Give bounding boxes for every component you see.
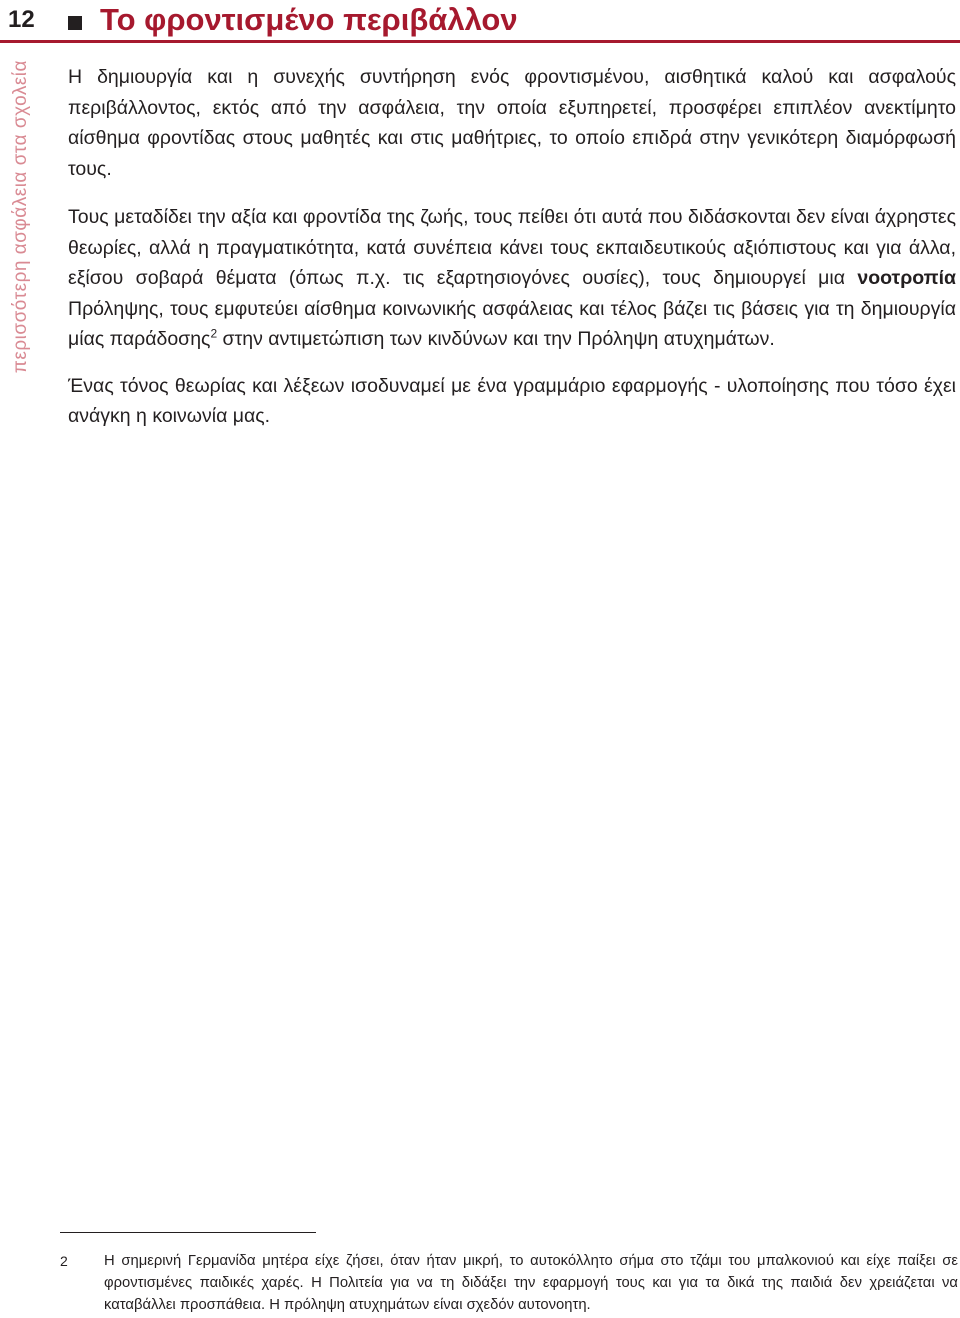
footnote-text: Η σημερινή Γερμανίδα μητέρα είχε ζήσει, όταν ήταν μικρή, το αυτοκόλλητο σήμα στο τζάμι του μπαλκονιού και είχε παίξει σε φροντισμένες παιδικές χαρές. Η Πολιτεία για να τη διδάξει την εφαρμογή τους και για τα δικά της παιδιά δεν χρειάζεται να καταβάλλει προσπάθεια. Η πρόληψη ατυχημάτων είναι σχεδόν αυτονοητη. xyxy=(104,1253,958,1313)
section-header xyxy=(68,0,518,40)
body-text xyxy=(68,62,956,448)
paragraph-2 xyxy=(68,202,956,355)
section-title: Το φροντισμένο περιβάλλον xyxy=(100,2,518,37)
paragraph-1: Η δημιουργία και η συνεχής συντήρηση ενός φροντισμένου, αισθητικά καλού και ασφαλούς περιβάλλοντος, εκτός από την ασφάλεια, την οποία εξυπηρετεί, προσφέρει επιπλέον ανεκτίμητο αίσθημα φροντίδας στους μαθητές και στις μαθήτριες, το οποίο επιδρά στην γενικότερη διαμόρφωσή τους. xyxy=(68,66,956,180)
paragraph-2-part-2: Πρόληψης, τους εμφυτεύει αίσθημα κοινωνικής ασφάλειας και τέλος βάζει τις βάσεις για τη δημιουργία μίας παράδοσης xyxy=(68,297,956,350)
header-divider xyxy=(0,40,960,43)
side-running-title xyxy=(6,60,36,750)
footnote xyxy=(60,1250,958,1316)
paragraph-3: Ένας τόνος θεωρίας και λέξεων ισοδυναμεί με ένα γραμμάριο εφαρμογής - υλοποίησης που τόσο έχει ανάγκη η κοινωνία μας. xyxy=(68,374,956,427)
page-number: 12 xyxy=(8,6,35,33)
side-running-title-text: περισσότερη ασφάλεια στα σχολεία xyxy=(10,60,31,374)
paragraph-2-bold-term: νοοτροπία xyxy=(857,267,956,289)
square-bullet-icon xyxy=(68,16,82,30)
footnote-divider xyxy=(60,1232,316,1233)
footnote-reference[interactable]: 2 xyxy=(210,326,218,341)
paragraph-2-part-3: στην αντιμετώπιση των κινδύνων και την Πρόληψη ατυχημάτων. xyxy=(217,328,775,350)
paragraph-2-part-1: Τους μεταδίδει την αξία και φροντίδα της ζωής, τους πείθει ότι αυτά που διδάσκονται δεν είναι άχρηστες θεωρίες, αλλά η πραγματικότητα, κατά συνέπεια κάνει τους εκπαιδευτικούς αξιόπιστους και για άλλα, εξίσου σοβαρά θέματα (όπως π.χ. τις εξαρτησιογόνες ουσίες), τους δημιουργεί μια xyxy=(68,206,956,289)
footnote-mark: 2 xyxy=(60,1253,68,1269)
